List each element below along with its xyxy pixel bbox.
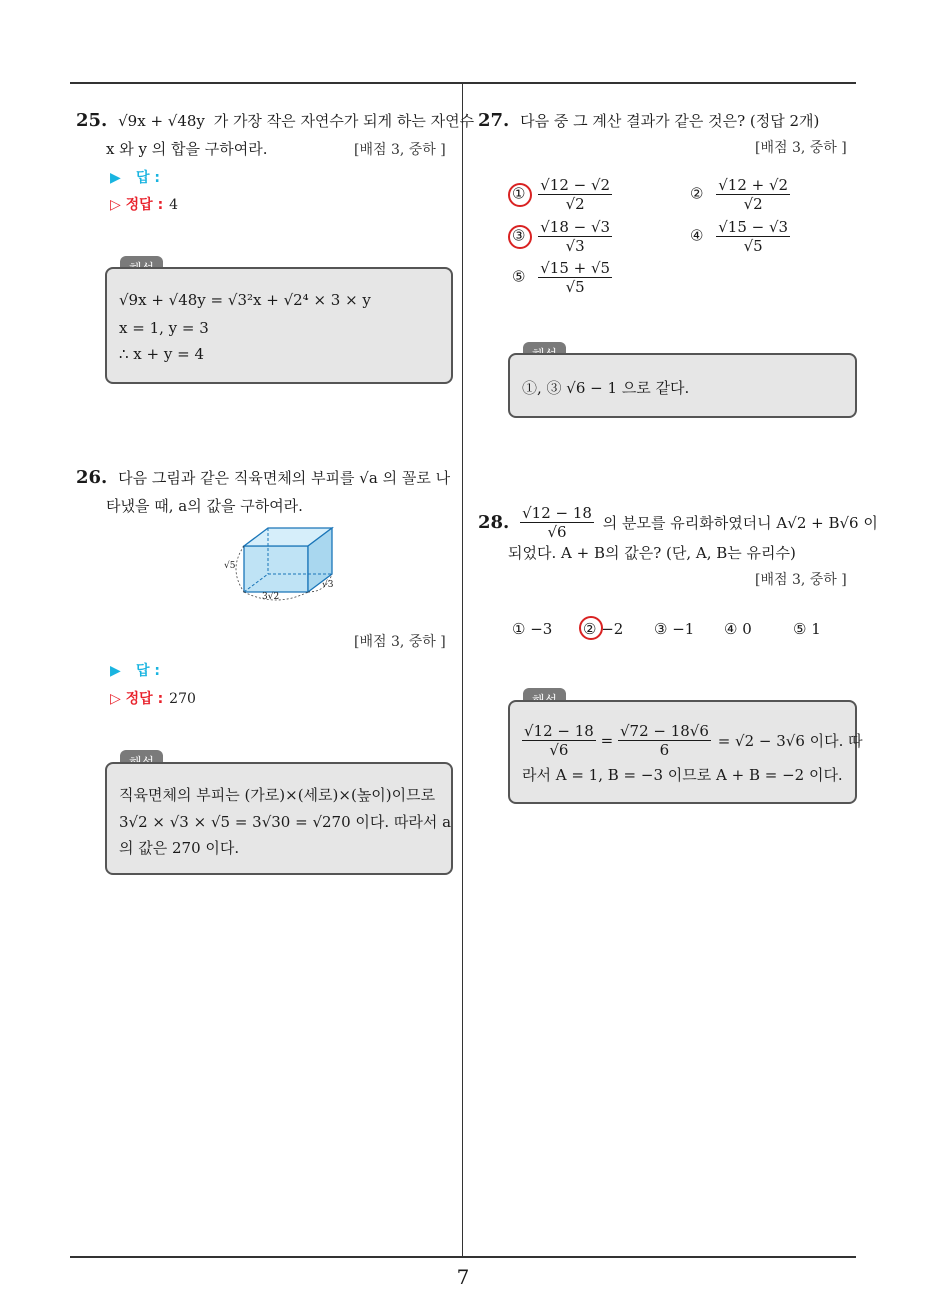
cuboid-figure <box>222 522 340 604</box>
q28-number: 28. <box>478 512 510 533</box>
sol-fraction-2 <box>618 722 711 759</box>
numerator: √15 − √3 <box>718 218 789 236</box>
q28-line1 <box>478 504 878 541</box>
q28-option-2[interactable]: ② −2 <box>583 620 624 638</box>
option-mark: ② <box>690 184 704 203</box>
q25-text2: x 와 y 의 합을 구하여라. <box>106 140 268 158</box>
bottom-rule <box>70 1256 856 1258</box>
q25-answer <box>110 167 160 187</box>
fig-label-depth: √3 <box>322 580 334 590</box>
q25-correct <box>110 194 178 214</box>
numerator: √12 − 18 <box>524 722 594 740</box>
q28-sol-line2: 라서 A = 1, B = −3 이므로 A + B = −2 이다. <box>522 766 843 784</box>
q25-correct-value: 4 <box>169 197 179 213</box>
q26-text1: 다음 그림과 같은 직육면체의 부피를 √a 의 꼴로 나 <box>118 469 451 487</box>
q27-meta: [배점 3, 중하 ] <box>755 140 847 156</box>
q25-meta: [배점 3, 중하 ] <box>354 142 446 158</box>
denominator: √5 <box>565 278 585 296</box>
option-mark: ③ <box>512 226 526 245</box>
q28-text2: 되었다. A + B의 값은? (단, A, B는 유리수) <box>508 544 796 562</box>
triangle-outline-icon: ▷ <box>110 691 126 707</box>
q26-correct-value: 270 <box>169 691 196 707</box>
q28-fraction <box>520 504 594 541</box>
q27-number: 27. <box>478 110 510 131</box>
q26-sol-line1: 직육면체의 부피는 (가로)×(세로)×(높이)이므로 <box>119 786 436 804</box>
q25-line1 <box>76 110 474 131</box>
q25-sol-line2: x = 1, y = 3 <box>119 319 209 337</box>
q25-expr: √9x + √48y <box>118 112 205 130</box>
q26-correct <box>110 688 196 708</box>
q25-sol-line1: √9x + √48y = √3²x + √2⁴ × 3 × y <box>119 291 371 309</box>
q27-option-2[interactable] <box>690 176 790 213</box>
q26-answer <box>110 660 160 680</box>
q28-option-3[interactable]: ③ −1 <box>654 620 695 638</box>
option-fraction <box>716 218 790 255</box>
q27-option-5[interactable] <box>512 259 612 296</box>
numerator: √12 + √2 <box>718 176 789 194</box>
q26-meta: [배점 3, 중하 ] <box>354 634 446 650</box>
q28-text1: 의 분모를 유리화하였더니 A√2 + B√6 이 <box>602 514 878 532</box>
option-fraction <box>538 259 612 296</box>
q27-sol-line1: ①, ③ √6 − 1 으로 같다. <box>522 379 690 397</box>
option-mark: ④ <box>690 226 704 245</box>
q25-sol-line3: ∴ x + y = 4 <box>119 345 204 363</box>
q25-text1: 가 가장 작은 자연수가 되게 하는 자연수 <box>213 112 475 130</box>
denominator: √3 <box>565 237 585 255</box>
q26-text2: 타냈을 때, a의 값을 구하여라. <box>106 497 303 515</box>
q26-solution-box <box>105 762 453 875</box>
denominator: 6 <box>659 741 670 759</box>
q28-option-4[interactable]: ④ 0 <box>724 620 752 638</box>
q27-option-4[interactable] <box>690 218 790 255</box>
play-icon: ▶ <box>110 663 121 679</box>
selected-circle-icon <box>508 225 532 249</box>
q27-line1 <box>478 110 819 131</box>
column-divider <box>462 83 463 1257</box>
numerator: √12 − √2 <box>540 176 611 194</box>
option-fraction <box>716 176 790 213</box>
fig-label-height: √5 <box>224 561 236 571</box>
q25-correct-label: 정답 : <box>125 197 164 213</box>
option-fraction <box>538 218 612 255</box>
denominator: √5 <box>743 237 763 255</box>
q26-sol-line2: 3√2 × √3 × √5 = 3√30 = √270 이다. 따라서 a <box>119 813 452 831</box>
page-number: 7 <box>456 1265 470 1289</box>
numerator: √15 + √5 <box>540 259 611 277</box>
q25-number: 25. <box>76 110 108 131</box>
q28-option-1[interactable]: ① −3 <box>512 620 553 638</box>
selected-circle-icon <box>579 616 603 640</box>
q27-text: 다음 중 그 계산 결과가 같은 것은? (정답 2개) <box>520 112 820 130</box>
q28-sol-tail: = √2 − 3√6 이다. 따 <box>717 732 863 750</box>
denominator: √2 <box>565 195 585 213</box>
q27-solution-box <box>508 353 857 418</box>
q26-number: 26. <box>76 467 108 488</box>
q25-solution-box <box>105 267 453 384</box>
q26-line1 <box>76 467 450 488</box>
q28-solution-box <box>508 700 863 804</box>
q26-correct-label: 정답 : <box>125 691 164 707</box>
q28-option-5[interactable]: ⑤ 1 <box>793 620 821 638</box>
option-mark: ① <box>512 184 526 203</box>
sol-fraction-1 <box>522 722 596 759</box>
q25-answer-label: 답 : <box>136 170 160 186</box>
selected-circle-icon <box>508 183 532 207</box>
play-icon: ▶ <box>110 170 121 186</box>
denominator: √6 <box>547 523 567 541</box>
option-mark: ⑤ <box>512 267 526 286</box>
q28-sol-line1: $\frac{√12 - 18}{√6}$ = $\frac{√72 - 18√6}{6}$ = √2 − 3√6 이다. 따 <box>524 722 863 759</box>
q26-sol-line3: 의 값은 270 이다. <box>119 839 240 857</box>
q26-answer-label: 답 : <box>136 663 160 679</box>
fig-label-width: 3√2 <box>262 592 280 602</box>
q28-meta: [배점 3, 중하 ] <box>755 572 847 588</box>
numerator: √12 − 18 <box>522 504 592 522</box>
top-rule <box>70 82 856 84</box>
denominator: √2 <box>743 195 763 213</box>
numerator: √18 − √3 <box>540 218 611 236</box>
denominator: √6 <box>549 741 569 759</box>
triangle-outline-icon: ▷ <box>110 197 126 213</box>
option-fraction <box>538 176 612 213</box>
numerator: √72 − 18√6 <box>619 722 709 740</box>
